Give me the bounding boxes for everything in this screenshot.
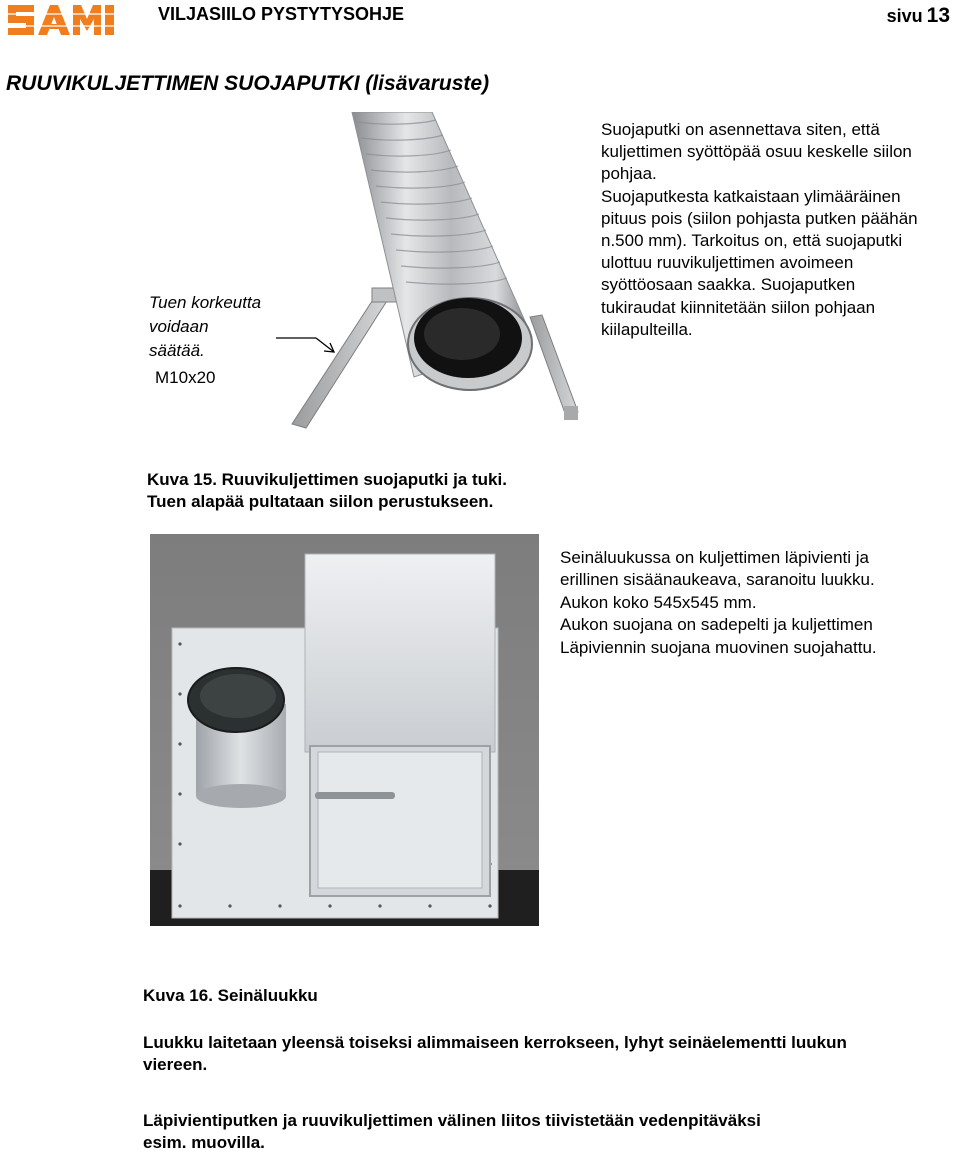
text-line: ulottuu ruuvikuljettimen avoimeen	[601, 253, 854, 273]
pipe-photo	[286, 112, 582, 432]
text-line: Suojaputkesta katkaistaan ylimääräinen	[601, 186, 901, 206]
sami-logo	[6, 3, 121, 37]
support-height-note	[149, 291, 261, 363]
text-line: kiilapulteilla.	[601, 319, 693, 339]
pipe-installation-text	[601, 119, 960, 341]
text-line: Aukon suojana on sadepelti ja kuljettimen	[560, 615, 873, 635]
arrow-icon	[274, 332, 340, 358]
sealing-note	[143, 1110, 953, 1154]
page-number-value: 13	[926, 4, 950, 27]
text-line: Seinäluukussa on kuljettimen läpivienti ja	[560, 548, 870, 567]
text-line: tukiraudat kiinnitetään siilon pohjaan	[601, 297, 876, 317]
text-line: Läpiviennin suojana muovinen suojahattu.	[560, 637, 877, 657]
caption-line: Kuva 15. Ruuvikuljettimen suojaputki ja tuki.	[147, 470, 507, 489]
text-line: Aukon koko 545x545 mm.	[560, 592, 757, 612]
text-line: kuljettimen syöttöpää osuu keskelle siilon	[601, 142, 912, 162]
page-number	[887, 4, 950, 28]
wall-hatch-text	[560, 547, 958, 659]
document-title: VILJASIILO PYSTYTYSOHJE	[158, 4, 405, 24]
text-line: Suojaputki on asennettava siten, että	[601, 120, 880, 139]
text-line: pituus pois (siilon pohjasta putken päähän	[601, 208, 918, 228]
text-line: n.500 mm). Tarkoitus on, että suojaputki	[601, 231, 903, 251]
text-line: viereen.	[143, 1055, 208, 1074]
caption-line: Tuen alapää pultataan siilon perustukseen.	[147, 492, 494, 511]
text-line: esim. muovilla.	[143, 1133, 265, 1152]
hatch-placement-note	[143, 1032, 953, 1076]
support-note-line: säätää.	[149, 341, 205, 360]
text-line: erillinen sisäänaukeava, saranoitu luukku.	[560, 570, 875, 590]
bolt-size-label: M10x20	[155, 368, 216, 387]
text-line: syöttöosaan saakka. Suojaputken	[601, 275, 856, 295]
page-label: sivu	[886, 6, 923, 26]
support-note-line: Tuen korkeutta	[149, 293, 262, 312]
figure-16-caption: Kuva 16. Seinäluukku	[143, 986, 318, 1005]
text-line: pohjaa.	[601, 164, 657, 184]
section-title: RUUVIKULJETTIMEN SUOJAPUTKI (lisävaruste)	[6, 72, 490, 95]
support-note-line: voidaan	[149, 317, 209, 336]
figure-15-caption	[147, 469, 507, 513]
text-line: Läpivientiputken ja ruuvikuljettimen välinen liitos tiivistetään vedenpitäväksi	[143, 1111, 761, 1130]
text-line: Luukku laitetaan yleensä toiseksi alimmaiseen kerrokseen, lyhyt seinäelementti luukun	[143, 1033, 847, 1052]
wall-hatch-photo	[150, 534, 539, 926]
